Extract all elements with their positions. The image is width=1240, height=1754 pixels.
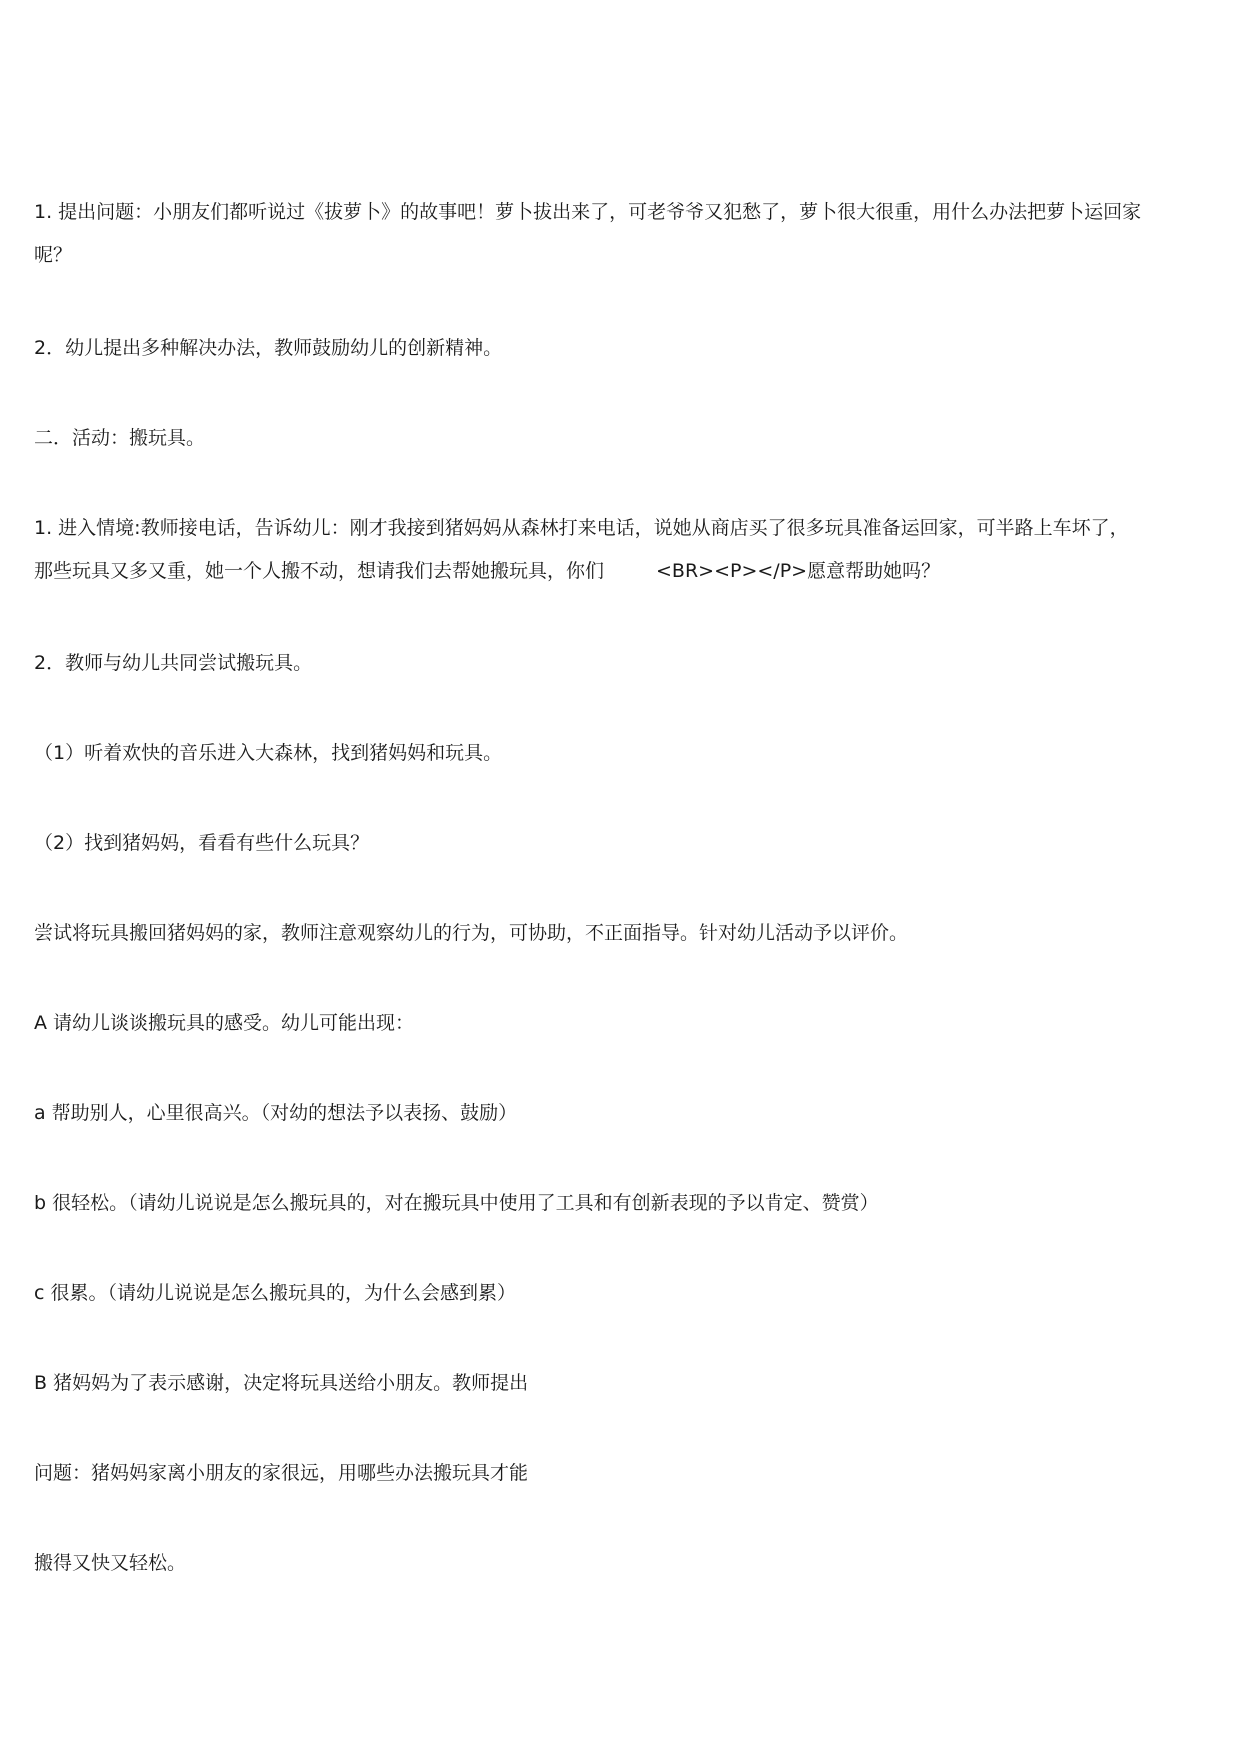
paragraph-feelings: A 请幼儿谈谈搬玩具的感受。幼儿可能出现： xyxy=(34,1012,415,1034)
paragraph-step-2: （2）找到猪妈妈，看看有些什么玩具？ xyxy=(34,832,370,854)
paragraph-solutions: 2．幼儿提出多种解决办法，教师鼓励幼儿的创新精神。 xyxy=(34,337,503,359)
paragraph-problem: 问题：猪妈妈家离小朋友的家很远，用哪些办法搬玩具才能 xyxy=(34,1462,529,1484)
paragraph-thanks: B 猪妈妈为了表示感谢，决定将玩具送给小朋友。教师提出 xyxy=(34,1372,529,1394)
paragraph-line: 1. 进入情境:教师接电话，告诉幼儿：刚才我接到猪妈妈从森林打来电话，说她从商店买了很多玩具准备运回家，可半路上车坏了， xyxy=(34,517,1129,539)
paragraph-line-end: <BR><P></P>愿意帮助她吗？ xyxy=(656,560,941,582)
paragraph-observe: 尝试将玩具搬回猪妈妈的家，教师注意观察幼儿的行为，可协助，不正面指导。针对幼儿活动予以评价。 xyxy=(34,922,909,944)
paragraph-enter-scene xyxy=(34,510,1209,590)
paragraph-fast-easy: 搬得又快又轻松。 xyxy=(34,1552,187,1574)
paragraph-line-start: 那些玩具又多又重，她一个人搬不动，想请我们去帮她搬玩具，你们 xyxy=(34,560,605,582)
paragraph-option-c: c 很累。（请幼儿说说是怎么搬玩具的，为什么会感到累） xyxy=(34,1282,516,1304)
paragraph-step-1: （1）听着欢快的音乐进入大森林，找到猪妈妈和玩具。 xyxy=(34,742,503,764)
paragraph-line: 呢？ xyxy=(34,244,73,266)
paragraph-line: 1. 提出问题：小朋友们都听说过《拔萝卜》的故事吧！萝卜拔出来了，可老爷爷又犯愁了，萝卜很大很重，用什么办法把萝卜运回家 xyxy=(34,201,1142,223)
paragraph-option-a: a 帮助别人，心里很高兴。（对幼的想法予以表扬、鼓励） xyxy=(34,1102,518,1124)
paragraph-option-b: b 很轻松。（请幼儿说说是怎么搬玩具的，对在搬玩具中使用了工具和有创新表现的予以肯定、赞赏） xyxy=(34,1192,879,1214)
paragraph-try-moving: 2．教师与幼儿共同尝试搬玩具。 xyxy=(34,652,313,674)
paragraph-question-intro xyxy=(34,194,1209,274)
paragraph-line xyxy=(34,553,1209,590)
section-heading-activity: 二．活动：搬玩具。 xyxy=(34,427,206,449)
